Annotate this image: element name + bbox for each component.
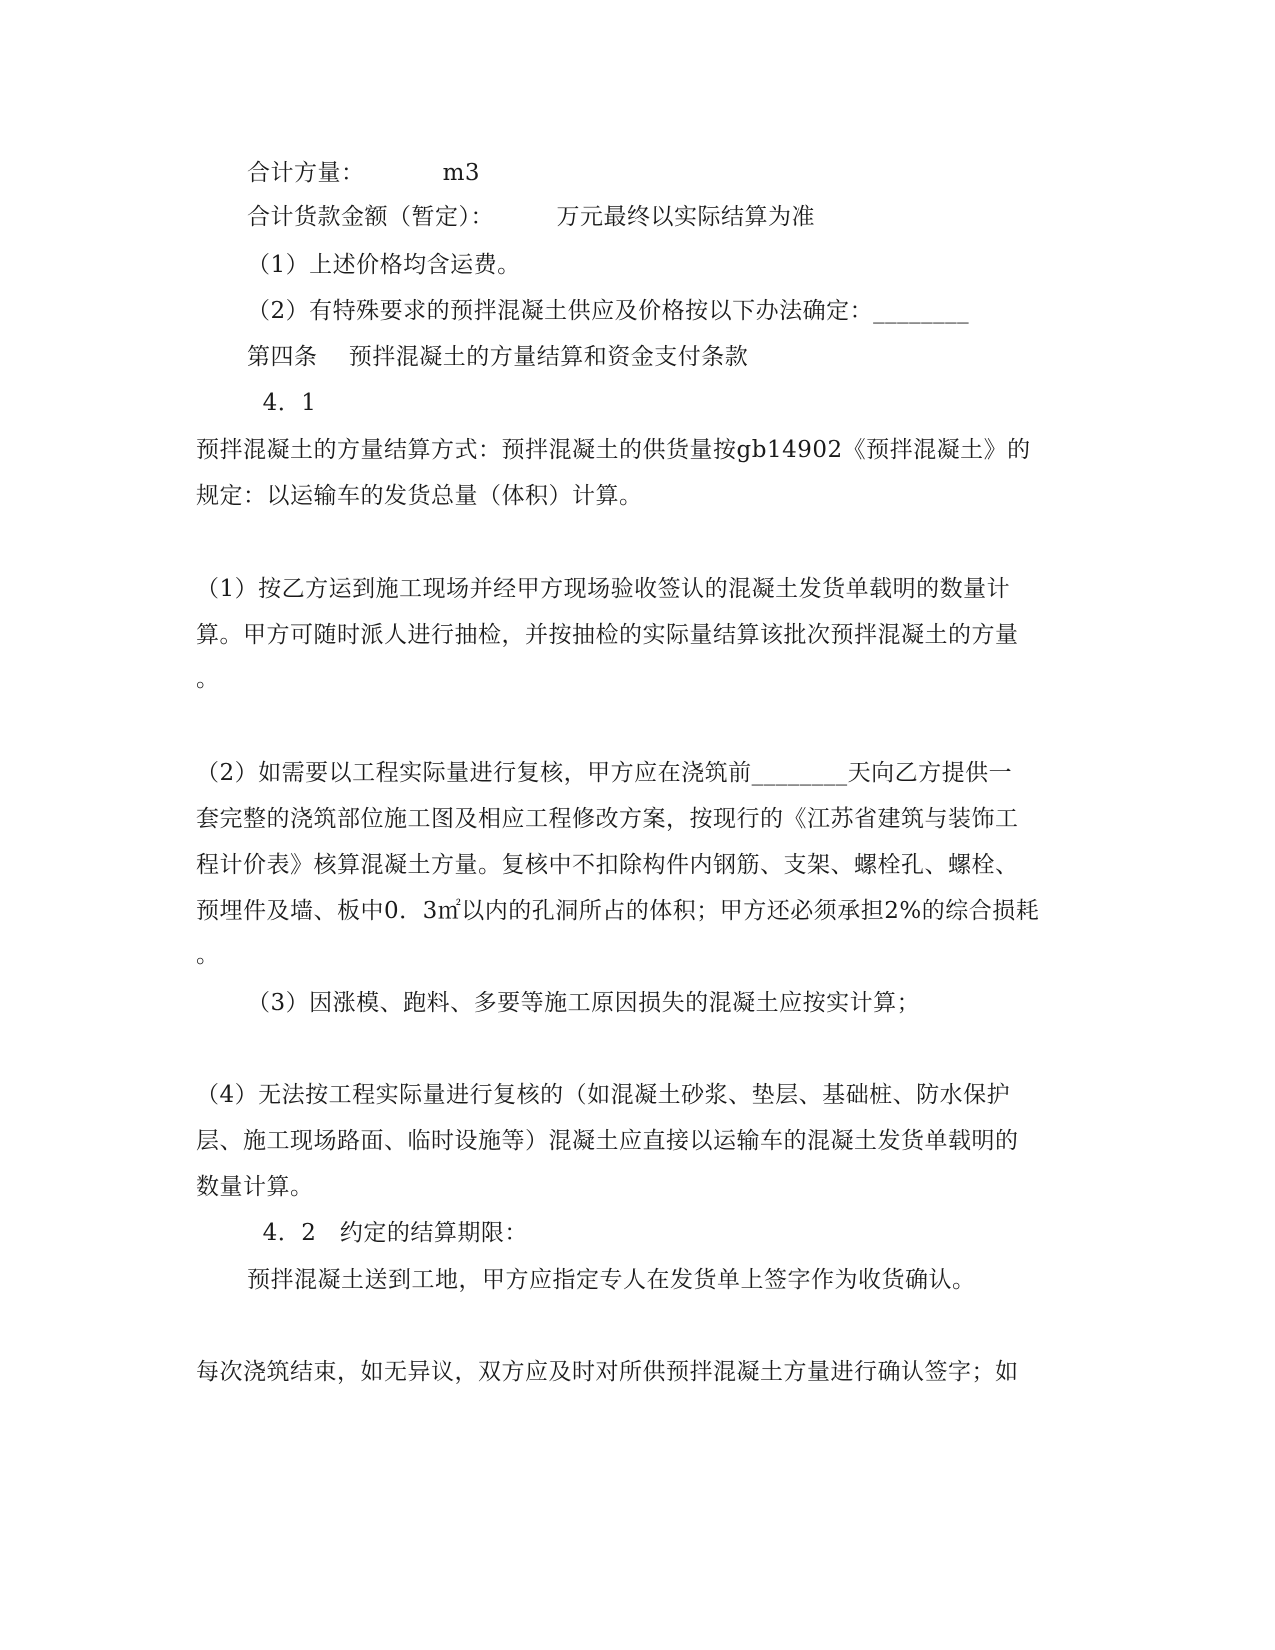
clause-2-line-4: 预埋件及墙、板中0．3㎡以内的孔洞所占的体积；甲方还必须承担2%的综合损耗 <box>196 898 1040 924</box>
clause-3-line: （3）因涨模、跑料、多要等施工原因损失的混凝土应按实计算； <box>247 990 921 1016</box>
clause-4-line-3: 数量计算。 <box>196 1174 314 1200</box>
clause-2-line-1: （2）如需要以工程实际量进行复核，甲方应在浇筑前________天向乙方提供一 <box>196 760 1013 786</box>
clause-2-line-3: 程计价表》核算混凝土方量。复核中不扣除构件内钢筋、支架、螺栓孔、螺栓、 <box>196 852 1019 878</box>
paragraph-4-1-line-1: 预拌混凝土的方量结算方式：预拌混凝土的供货量按gb14902《预拌混凝土》的 <box>196 437 1031 463</box>
total-amount-line: 合计货款金额（暂定）： 万元最终以实际结算为准 <box>247 204 815 230</box>
section-4-2-paragraph: 预拌混凝土送到工地，甲方应指定专人在发货单上签字作为收货确认。 <box>247 1267 976 1293</box>
price-note-1: （1）上述价格均含运费。 <box>247 252 521 278</box>
price-note-2: （2）有特殊要求的预拌混凝土供应及价格按以下办法确定：________ <box>247 298 970 324</box>
paragraph-4-1-line-2: 规定：以运输车的发货总量（体积）计算。 <box>196 483 643 509</box>
clause-4-line-2: 层、施工现场路面、临时设施等）混凝土应直接以运输车的混凝土发货单载明的 <box>196 1128 1019 1154</box>
section-4-2-heading: 4．2 约定的结算期限： <box>247 1220 528 1246</box>
section-4-1-number: 4．1 <box>247 390 317 416</box>
clause-1-line-1: （1）按乙方运到施工现场并经甲方现场验收签认的混凝土发货单载明的数量计 <box>196 576 1011 602</box>
clause-4-line-1: （4）无法按工程实际量进行复核的（如混凝土砂浆、垫层、基础桩、防水保护 <box>196 1082 1011 1108</box>
clause-1-line-2: 算。甲方可随时派人进行抽检，并按抽检的实际量结算该批次预拌混凝土的方量 <box>196 622 1019 648</box>
clause-2-line-5: 。 <box>196 942 220 968</box>
total-volume-line: 合计方量： m3 <box>247 160 481 186</box>
clause-1-line-3: 。 <box>196 666 220 692</box>
clause-2-line-2: 套完整的浇筑部位施工图及相应工程修改方案，按现行的《江苏省建筑与装饰工 <box>196 806 1019 832</box>
final-paragraph-line: 每次浇筑结束，如无异议，双方应及时对所供预拌混凝土方量进行确认签字；如 <box>196 1359 1019 1385</box>
article-four-heading: 第四条 预拌混凝土的方量结算和资金支付条款 <box>247 344 749 370</box>
